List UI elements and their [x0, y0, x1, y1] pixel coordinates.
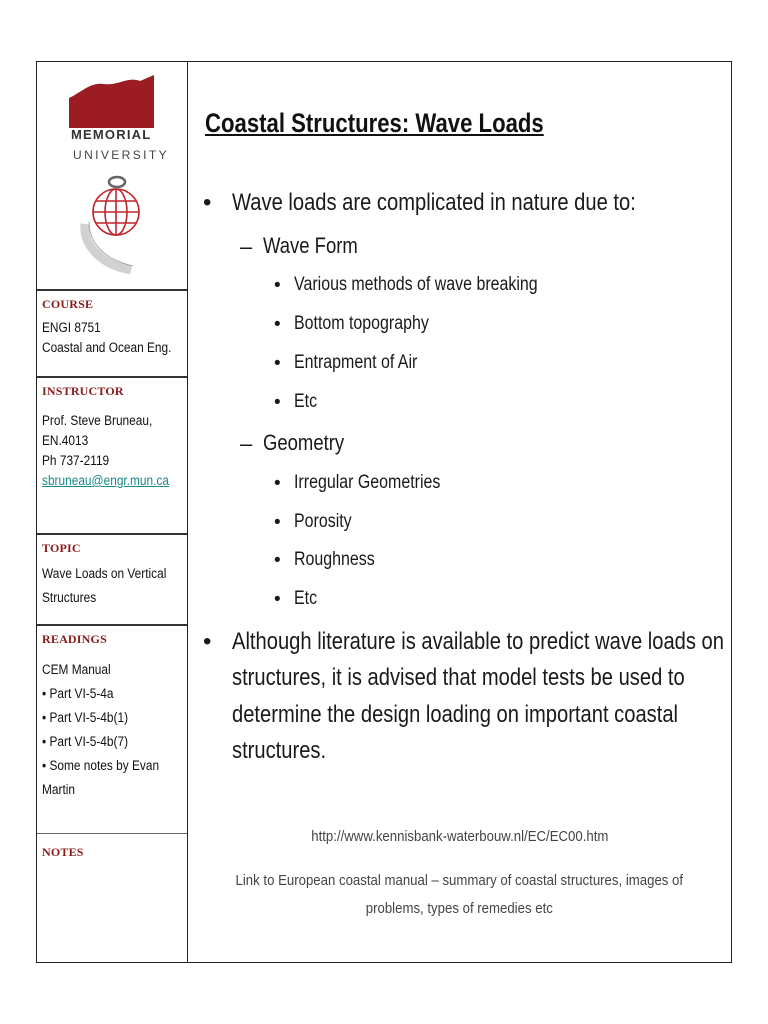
bullet-marker: • — [274, 314, 281, 335]
slide-frame — [36, 61, 732, 963]
bullet-marker: • — [274, 473, 281, 494]
dash-marker: – — [240, 431, 253, 456]
course-name: Coastal and Ocean Eng. — [42, 340, 172, 355]
paragraph-line: structures, it is advised that model tests be used to — [232, 664, 685, 691]
list-item: Roughness — [294, 549, 375, 570]
dash-marker: – — [240, 234, 253, 259]
bullet-marker: • — [274, 275, 281, 296]
bullet-marker: • — [274, 512, 281, 533]
instructor-info — [42, 411, 183, 491]
reading-item: • Part VI-5-4b(1) — [42, 710, 129, 725]
reference-description: Link to European coastal manual – summary of coastal structures, images of — [235, 872, 684, 889]
bullet-marker: • — [203, 189, 212, 216]
reading-item: Martin — [42, 782, 76, 797]
list-item: Etc — [294, 588, 318, 609]
course-section — [37, 289, 187, 377]
subheading-wave-form: Wave Form — [263, 233, 358, 258]
topic-section — [37, 533, 187, 625]
reading-item: CEM Manual — [42, 662, 111, 677]
reference-url[interactable]: http://www.kennisbank-waterbouw.nl/EC/EC00.htm — [310, 828, 609, 845]
bullet-marker: • — [203, 628, 212, 655]
bullet-marker: • — [274, 550, 281, 571]
paragraph-line: determine the design loading on important coastal — [232, 701, 679, 728]
bullet-text: Wave loads are complicated in nature due to: — [232, 189, 636, 216]
paragraph-line: Although literature is available to predict wave loads on — [232, 628, 724, 655]
list-item: Various methods of wave breaking — [294, 274, 538, 295]
instructor-phone: Ph 737-2119 — [42, 453, 110, 468]
topic-line: Structures — [42, 590, 97, 605]
instructor-section — [37, 376, 187, 534]
bullet-marker: • — [274, 589, 281, 610]
reading-item: • Some notes by Evan — [42, 758, 160, 773]
course-heading: COURSE — [42, 297, 94, 311]
instructor-office: EN.4013 — [42, 433, 89, 448]
course-info — [42, 318, 183, 358]
logo-name-line2: UNIVERSITY — [73, 148, 170, 162]
sidebar — [37, 62, 188, 962]
university-logo — [37, 62, 187, 290]
topic-heading: TOPIC — [42, 541, 81, 555]
instructor-email-link[interactable]: sbruneau@engr.mun.ca — [42, 473, 169, 488]
topic-info — [42, 562, 183, 610]
page-title: Coastal Structures: Wave Loads — [205, 108, 544, 138]
course-code: ENGI 8751 — [42, 320, 101, 335]
readings-heading: READINGS — [42, 632, 107, 646]
reading-item: • Part VI-5-4a — [42, 686, 114, 701]
list-item: Porosity — [294, 511, 352, 532]
bullet-marker: • — [274, 392, 281, 413]
list-item: Entrapment of Air — [294, 352, 418, 373]
list-item: Bottom topography — [294, 313, 429, 334]
notes-section — [37, 833, 187, 963]
list-item: Etc — [294, 391, 318, 412]
logo-name-line1: MEMORIAL — [71, 127, 152, 142]
reading-item: • Part VI-5-4b(7) — [42, 734, 129, 749]
engineering-globe-logo — [75, 164, 155, 279]
notes-heading: NOTES — [42, 845, 84, 859]
instructor-name: Prof. Steve Bruneau, — [42, 413, 153, 428]
university-flag-logo — [68, 72, 158, 128]
paragraph-line: structures. — [232, 737, 327, 764]
readings-info — [42, 658, 183, 802]
bullet-marker: • — [274, 353, 281, 374]
topic-line: Wave Loads on Vertical — [42, 566, 167, 581]
readings-section — [37, 624, 187, 834]
main-content — [188, 62, 731, 962]
list-item: Irregular Geometries — [294, 472, 441, 493]
instructor-heading: INSTRUCTOR — [42, 384, 124, 398]
subheading-geometry: Geometry — [263, 430, 345, 455]
reference-description: problems, types of remedies etc — [365, 900, 554, 917]
